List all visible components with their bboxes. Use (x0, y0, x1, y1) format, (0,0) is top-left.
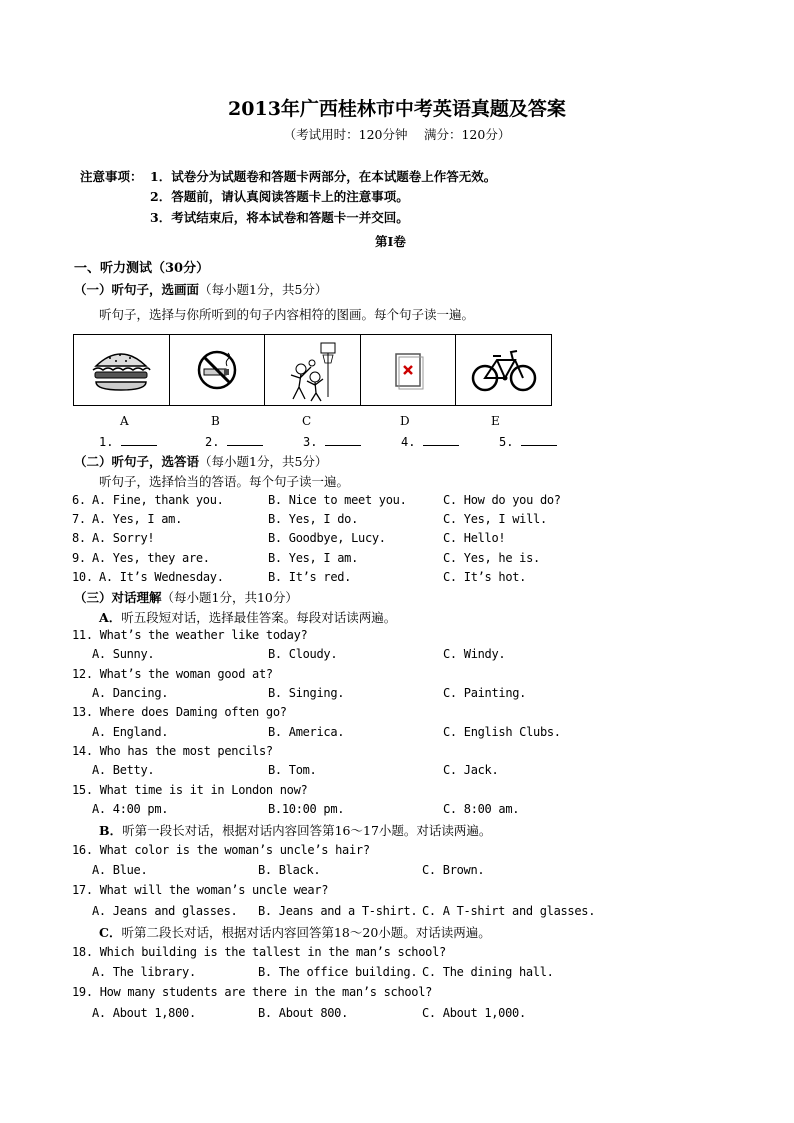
picture-letter-a: A (120, 414, 129, 428)
answer-blank-1[interactable]: 1. (99, 433, 157, 449)
part2-score: （每小题1分，共5分） (199, 454, 328, 469)
exam-time-info: （考试用时：120分钟 满分：120分） (283, 127, 511, 142)
picture-cell-c (265, 335, 361, 405)
picture-cell-a (74, 335, 170, 405)
option-b: B. Cloudy. (268, 647, 338, 661)
option-a: A. England. (92, 725, 169, 739)
option-b: B. Nice to meet you. (268, 493, 407, 507)
picture-letter-c: C (302, 414, 312, 428)
option-b: B. It’s red. (268, 570, 352, 584)
question-text: 19. How many students are there in the man’s school? (72, 985, 433, 999)
option-c: C. The dining hall. (422, 965, 554, 979)
answer-blank-5[interactable]: 5. (499, 433, 557, 449)
option-b: B. Black. (258, 863, 321, 877)
question-text: 12. What’s the woman good at? (72, 667, 273, 681)
part1-heading (74, 280, 327, 298)
option-b: B.10:00 pm. (268, 802, 345, 816)
part3-sub-b: B．听第一段长对话，根据对话内容回答第16～17小题。对话读两遍。 (99, 823, 492, 838)
option-c: C. Windy. (443, 647, 506, 661)
answer-blank-2[interactable]: 2. (205, 433, 263, 449)
question-number: 9. (72, 551, 86, 565)
question-number: 8. (72, 531, 86, 545)
picture-letter-d: D (400, 414, 410, 428)
question-text: 14. Who has the most pencils? (72, 744, 273, 758)
part3-score: （每小题1分，共10分） (161, 590, 298, 605)
picture-cell-d (361, 335, 457, 405)
option-a: A. Dancing. (92, 686, 169, 700)
option-b: B. The office building. (258, 965, 418, 979)
question-number: 10. (72, 570, 93, 584)
option-b: B. Yes, I am. (268, 551, 359, 565)
picture-letter-b: B (211, 414, 220, 428)
question-text: 13. Where does Daming often go? (72, 705, 287, 719)
option-c: C. Yes, I will. (443, 512, 547, 526)
part1-instruction: 听句子，选择与你所听到的句子内容相符的图画。每个句子读一遍。 (99, 307, 475, 322)
question-text: 15. What time is it in London now? (72, 783, 308, 797)
option-a: A. 4:00 pm. (92, 802, 169, 816)
notes-label: 注意事项： (80, 169, 143, 184)
question-text: 17. What will the woman’s uncle wear? (72, 883, 329, 897)
option-b: B. Goodbye, Lucy. (268, 531, 386, 545)
option-a: A. Sunny. (92, 647, 155, 661)
option-a: A. Yes, they are. (92, 551, 210, 565)
bicycle-icon (471, 346, 537, 394)
option-a: A. Fine, thank you. (92, 493, 224, 507)
volume-label: 第Ⅰ卷 (375, 234, 406, 249)
option-a: A. Blue. (92, 863, 148, 877)
option-c: C. Hello! (443, 531, 506, 545)
option-a: A. Jeans and glasses. (92, 904, 238, 918)
option-c: C. 8:00 am. (443, 802, 520, 816)
option-c: C. How do you do? (443, 493, 561, 507)
option-a: A. About 1,800. (92, 1006, 196, 1020)
part1-title: （一）听句子，选画面 (74, 282, 200, 297)
option-c: C. Yes, he is. (443, 551, 540, 565)
option-b: B. About 800. (258, 1006, 349, 1020)
section-listening-title: 一、听力测试（30分） (74, 261, 210, 276)
option-b: B. Jeans and a T-shirt. (258, 904, 418, 918)
picture-table (73, 334, 552, 406)
option-c: C. It’s hot. (443, 570, 527, 584)
question-number: 6. (72, 493, 86, 507)
part3-heading (74, 588, 298, 606)
picture-cell-b (170, 335, 266, 405)
note-item-3: 3．考试结束后，将本试卷和答题卡一并交回。 (150, 210, 409, 225)
question-number: 7. (72, 512, 86, 526)
option-b: B. Singing. (268, 686, 345, 700)
hamburger-icon (90, 348, 152, 392)
option-c: C. About 1,000. (422, 1006, 526, 1020)
option-a: A. It’s Wednesday. (99, 570, 224, 584)
part3-sub-c: C．听第二段长对话，根据对话内容回答第18～20小题。对话读两遍。 (99, 925, 491, 940)
basketball-players-icon (281, 337, 343, 403)
option-a: A. Yes, I am. (92, 512, 183, 526)
option-a: A. Betty. (92, 763, 155, 777)
part2-instruction: 听句子，选择恰当的答语。每个句子读一遍。 (99, 474, 350, 489)
note-item-2: 2．答题前，请认真阅读答题卡上的注意事项。 (150, 189, 409, 204)
part1-score: （每小题1分，共5分） (199, 282, 328, 297)
part3-sub-a: A．听五段短对话，选择最佳答案。每段对话读两遍。 (99, 610, 397, 625)
note-item-1: 1．试卷分为试题卷和答题卡两部分，在本试题卷上作答无效。 (150, 169, 497, 184)
option-c: C. A T-shirt and glasses. (422, 904, 596, 918)
part2-heading (74, 452, 327, 470)
part2-title: （二）听句子，选答语 (74, 454, 200, 469)
option-a: A. Sorry! (92, 531, 155, 545)
option-c: C. English Clubs. (443, 725, 561, 739)
part3-title: （三）对话理解 (74, 590, 162, 605)
picture-cell-e (456, 335, 551, 405)
option-c: C. Brown. (422, 863, 485, 877)
question-text: 16. What color is the woman’s uncle’s hair? (72, 843, 370, 857)
option-c: C. Painting. (443, 686, 527, 700)
answer-blank-4[interactable]: 4. (401, 433, 459, 449)
wrong-mark-icon (390, 350, 426, 390)
question-text: 11. What’s the weather like today? (72, 628, 308, 642)
option-b: B. Yes, I do. (268, 512, 359, 526)
page-title: 2013年广西桂林市中考英语真题及答案 (228, 98, 566, 120)
answer-blank-3[interactable]: 3. (303, 433, 361, 449)
no-smoking-icon (195, 348, 239, 392)
option-b: B. Tom. (268, 763, 317, 777)
option-c: C. Jack. (443, 763, 499, 777)
option-a: A. The library. (92, 965, 196, 979)
picture-letter-e: E (491, 414, 500, 428)
question-text: 18. Which building is the tallest in the man’s school? (72, 945, 446, 959)
option-b: B. America. (268, 725, 345, 739)
